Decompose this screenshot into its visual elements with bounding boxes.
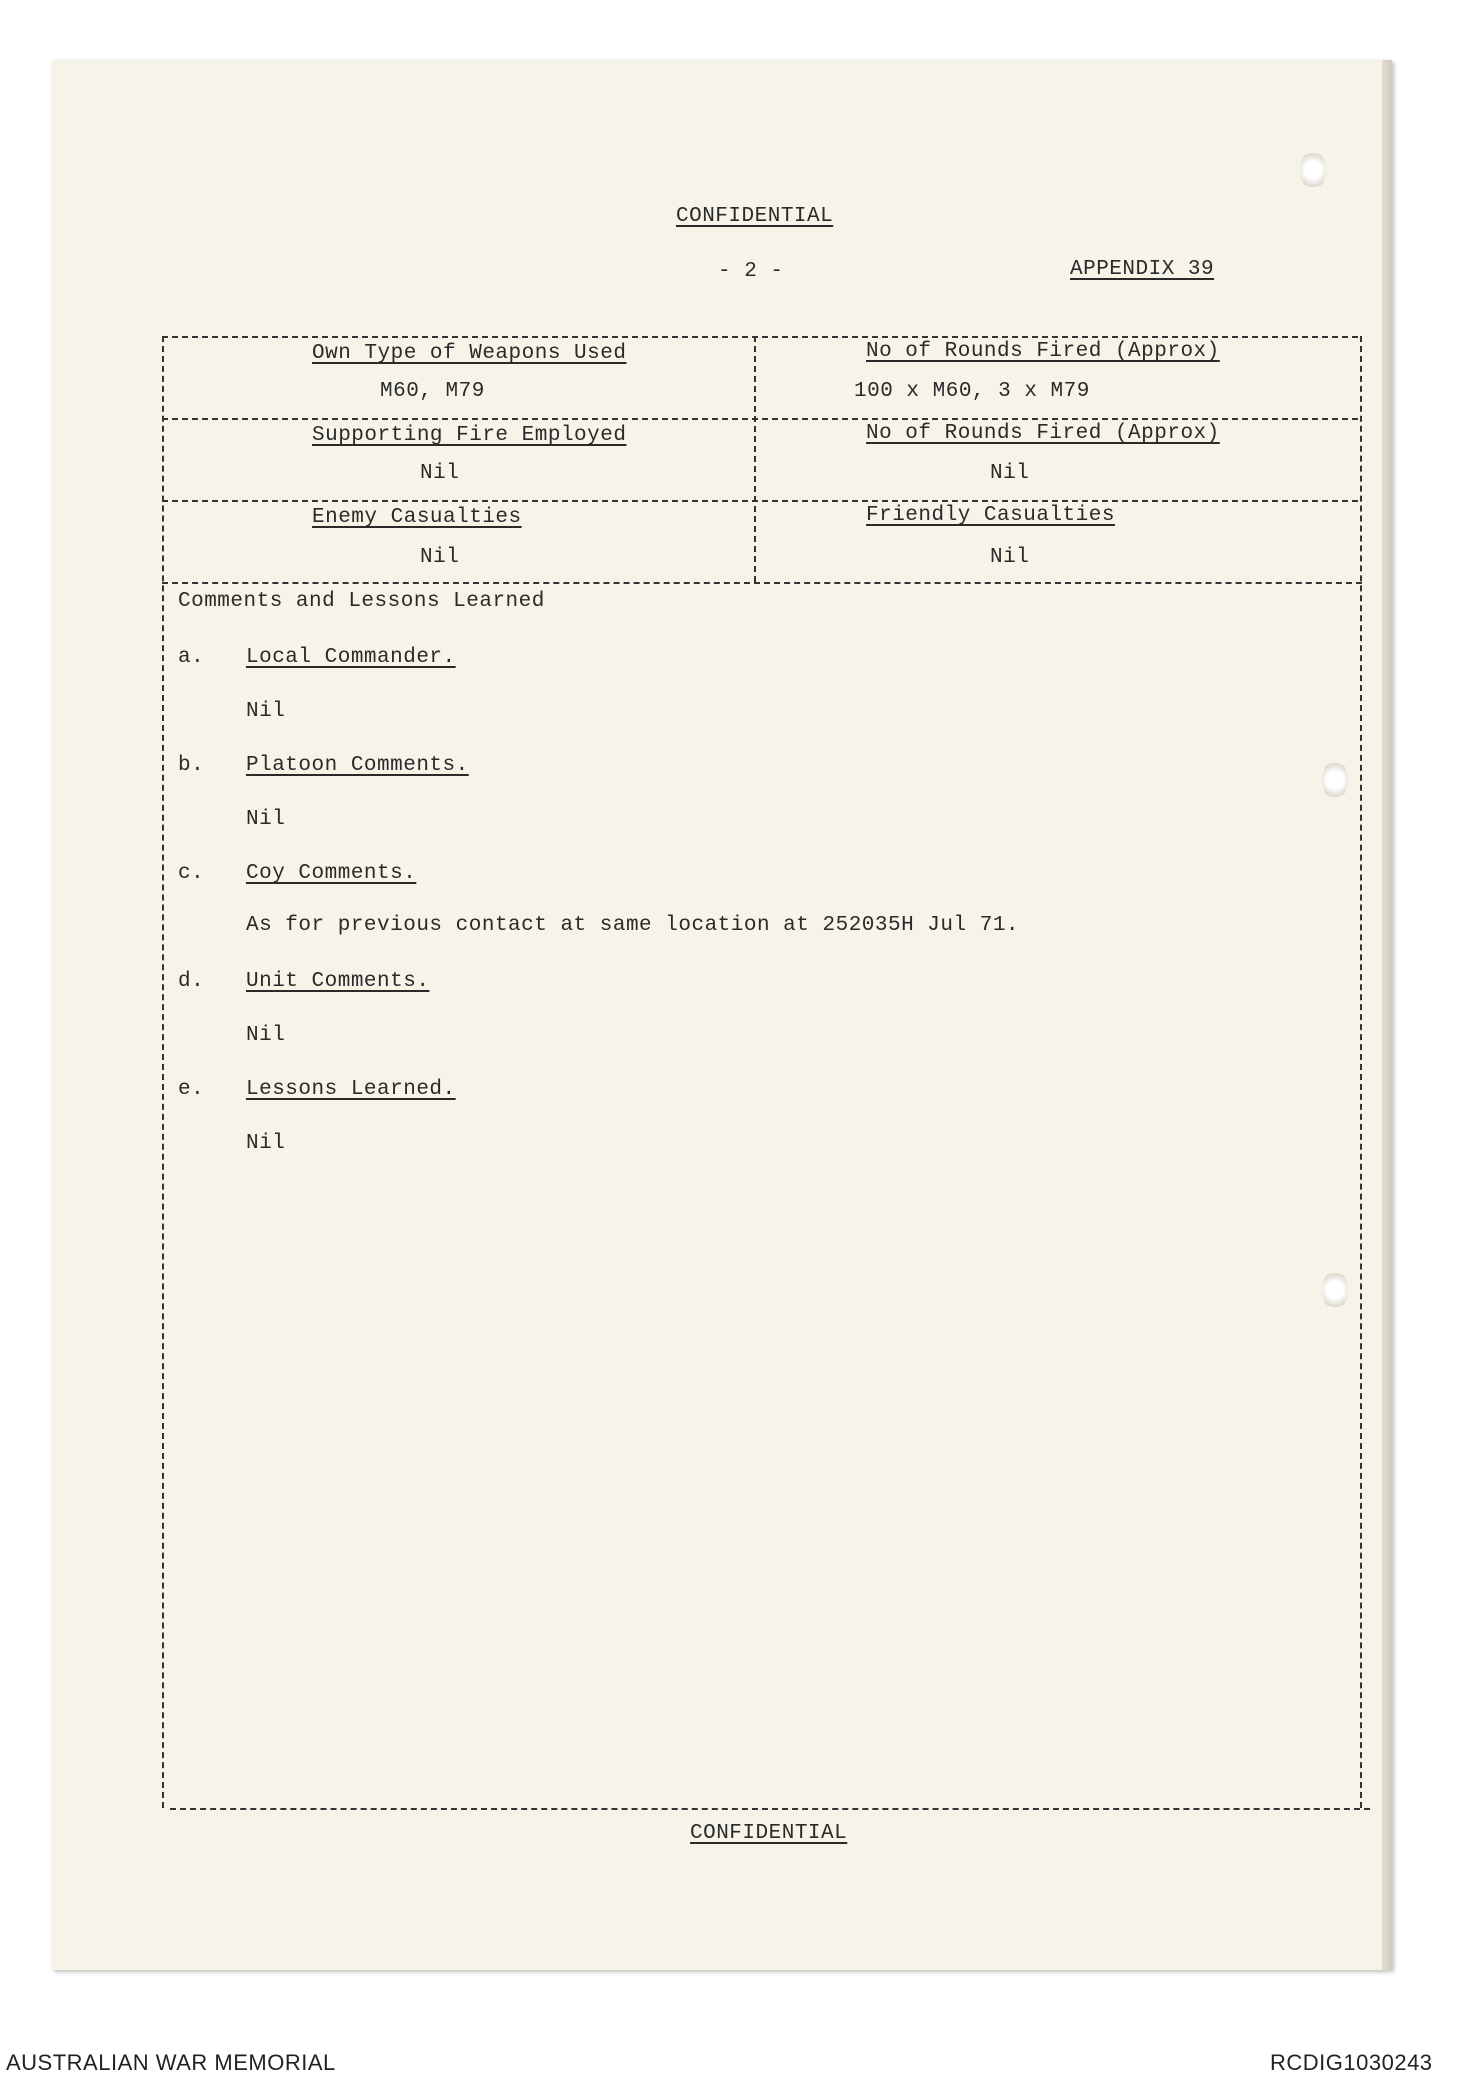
supporting-rounds-value: Nil bbox=[990, 462, 1030, 485]
table-row2-divider bbox=[162, 500, 1358, 502]
item-e-text: Nil bbox=[246, 1132, 286, 1155]
table-column-divider bbox=[754, 336, 756, 582]
frame-left-border bbox=[162, 336, 164, 1808]
frame-bottom-border bbox=[170, 1808, 1370, 1810]
punch-hole-top bbox=[1300, 150, 1326, 190]
item-c-title: Coy Comments. bbox=[246, 862, 417, 885]
item-b-letter: b. bbox=[178, 754, 205, 777]
enemy-casualties-value: Nil bbox=[420, 546, 460, 569]
classification-bottom: CONFIDENTIAL bbox=[690, 1822, 848, 1845]
item-a-title: Local Commander. bbox=[246, 646, 456, 669]
item-d-text: Nil bbox=[246, 1024, 286, 1047]
classification-top: CONFIDENTIAL bbox=[676, 205, 834, 228]
table-top-border bbox=[162, 336, 1358, 338]
enemy-casualties-label: Enemy Casualties bbox=[312, 506, 522, 529]
footer-archive-name: AUSTRALIAN WAR MEMORIAL bbox=[6, 2050, 336, 2075]
friendly-casualties-label: Friendly Casualties bbox=[866, 504, 1115, 527]
supporting-fire-label: Supporting Fire Employed bbox=[312, 424, 627, 447]
rounds-fired-value: 100 x M60, 3 x M79 bbox=[854, 380, 1090, 403]
item-b-title: Platoon Comments. bbox=[246, 754, 469, 777]
item-e-letter: e. bbox=[178, 1078, 205, 1101]
frame-right-border bbox=[1360, 336, 1362, 1808]
punch-hole-bottom bbox=[1322, 1270, 1348, 1310]
item-a-letter: a. bbox=[178, 646, 205, 669]
item-e-title: Lessons Learned. bbox=[246, 1078, 456, 1101]
table-row3-divider bbox=[162, 582, 1362, 584]
friendly-casualties-value: Nil bbox=[990, 546, 1030, 569]
punch-hole-middle bbox=[1322, 760, 1348, 800]
supporting-fire-value: Nil bbox=[420, 462, 460, 485]
item-d-title: Unit Comments. bbox=[246, 970, 430, 993]
own-weapons-value: M60, M79 bbox=[380, 380, 485, 403]
item-c-letter: c. bbox=[178, 862, 205, 885]
appendix-label: APPENDIX 39 bbox=[1070, 258, 1215, 281]
own-weapons-label: Own Type of Weapons Used bbox=[312, 342, 627, 365]
rounds-fired-label: No of Rounds Fired (Approx) bbox=[866, 340, 1220, 363]
footer-record-id: RCDIG1030243 bbox=[1270, 2050, 1433, 2075]
item-a-text: Nil bbox=[246, 700, 286, 723]
table-row1-divider bbox=[162, 418, 1358, 420]
item-d-letter: d. bbox=[178, 970, 205, 993]
supporting-rounds-label: No of Rounds Fired (Approx) bbox=[866, 422, 1220, 445]
item-c-text: As for previous contact at same location at 252035H Jul 71. bbox=[246, 914, 1020, 937]
page-number: - 2 - bbox=[718, 260, 784, 283]
comments-heading: Comments and Lessons Learned bbox=[178, 590, 545, 613]
item-b-text: Nil bbox=[246, 808, 286, 831]
